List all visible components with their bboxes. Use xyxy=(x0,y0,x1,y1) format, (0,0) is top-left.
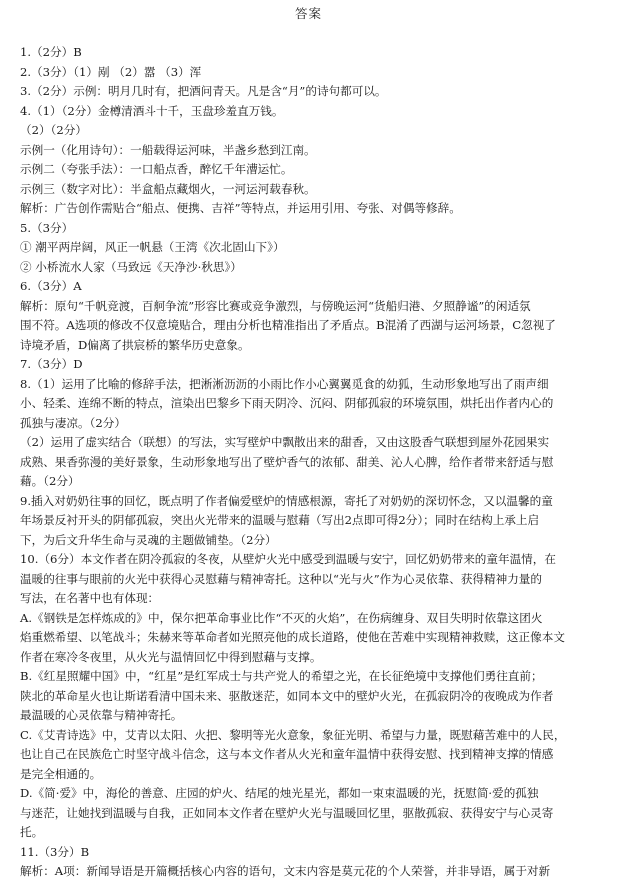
text-line: （2）运用了虚实结合（联想）的写法，实写壁炉中飘散出来的甜香，又由这股香气联想到屋外花园果实 xyxy=(20,435,550,449)
text-line: 小、轻柔、连绵不断的特点，渲染出巴黎乡下雨天阴冷、沉闷、阴郁孤寂的环境氛围，烘托出作者内心的 xyxy=(20,396,554,410)
text-line: 6.（3分）A xyxy=(20,279,82,293)
text-line: 围不符。A选项的修改不仅意境贴合，理由分析也精准指出了矛盾点。B混淆了西湖与运河场景，C忽视了 xyxy=(20,318,556,332)
text-line: （2）（2分） xyxy=(20,123,87,137)
text-line: 示例三（数字对比）：半盒船点藏烟火，一河运河载春秋。 xyxy=(20,181,316,196)
text-line: 5.（3分） xyxy=(20,220,74,235)
text-line: 最温暖的心灵依靠与精神寄托。 xyxy=(20,708,183,722)
text-line: 下，为后文升华生命与灵魂的主题做铺垫。（2分） xyxy=(20,532,277,547)
text-line: 7.（3分）D xyxy=(20,357,83,371)
text-line: 4.（1）（2分）金樽清酒斗十千，玉盘珍羞直万钱。 xyxy=(20,103,284,118)
text-line: 陕北的革命星火也让斯诺看清中国未来、驱散迷茫，如同本文中的壁炉火光，在孤寂阴冷的夜晚成为作者 xyxy=(20,688,554,703)
text-line: 解析：原句“千帆竞渡，百舸争流”形容比赛或竞争激烈，与傍晚运河“货船归港、夕照静谧”的闲适氛 xyxy=(20,298,531,313)
text-line: C.《艾青诗选》中，艾青以太阳、火把、黎明等光火意象，象征光明、希望与力量，既慰藉苦难中的人民， xyxy=(20,727,566,742)
text-line: 解析：广告创作需贴合“船点、便携、吉祥”等特点，并运用引用、夸张、对偶等修辞。 xyxy=(20,201,461,215)
text-line: 托。 xyxy=(20,825,44,839)
text-line: 成熟、果香弥漫的美好景象，生动形象地写出了壁炉香气的浓郁、甜美、沁人心脾，给作者带来舒适与慰 xyxy=(20,454,554,469)
text-line: 与迷茫，让她找到温暖与自我，正如同本文作者在壁炉火光与温暖回忆里，驱散孤寂、获得安宁与心灵寄 xyxy=(20,805,554,820)
text-line: 8.（1）运用了比喻的修辞手法，把淅淅沥沥的小雨比作小心翼翼觅食的幼狐，生动形象地写出了雨声细 xyxy=(20,376,549,391)
text-line: ② 小桥流水人家（马致远《天净沙·秋思》） xyxy=(20,259,242,274)
text-line: 10.（6分）本文作者在阴冷孤寂的冬夜，从壁炉火光中感受到温暖与安宁，回忆奶奶带来的童年温情，在 xyxy=(20,552,556,566)
text-line: 2.（3分）（1）剐 （2）嚣 （3）浑 xyxy=(20,64,202,79)
text-line: 解析：A项：新闻导语是开篇概括核心内容的语句，文末内容是莫元花的个人荣誉，并非导语，属于对新 xyxy=(20,864,551,878)
text-line: 孤独与凄凉。（2分） xyxy=(20,415,126,430)
text-line: 1.（2分）B xyxy=(20,45,82,59)
text-line: 是完全相通的。 xyxy=(20,766,102,781)
text-line: 也让自己在民族危亡时坚守战斗信念，这与本文作者从火光和童年温情中获得安慰、找到精神支撑的情感 xyxy=(20,747,554,761)
text-line: 年场景反衬开头的阴郁孤寂，突出火光带来的温暖与慰藉（写出2点即可得2分）；同时在结构上承上启 xyxy=(20,513,540,527)
text-line: 9.插入对奶奶往事的回忆，既点明了作者偏爱壁炉的情感根源，寄托了对奶奶的深切怀念，又以温馨的童 xyxy=(20,493,553,508)
text-line: 温暖的往事与眼前的火光中获得心灵慰藉与精神寄托。这种以“光与火”作为心灵依靠、获得精神力量的 xyxy=(20,571,542,586)
text-line: 写法，在名著中也有体现： xyxy=(20,591,160,605)
text-line: B.《红星照耀中国》中，“红星”是红军成士与共产党人的希望之光，在长征绝境中支撑他们勇往直前； xyxy=(20,669,543,683)
text-line: 焰重燃希望、以笔战斗；朱赫来等革命者如光照亮他的成长道路，使他在苦难中实现精神救赎，这正像本文 xyxy=(20,630,565,644)
text-line: D.《简·爱》中，海伦的善意、庄园的炉火、结尾的烛光星光，都如一束束温暖的光，抚慰简·爱的孤独 xyxy=(20,786,539,800)
text-line: A.《钢铁是怎样炼成的》中，保尔把革命事业比作“不灭的火焰”，在伤病缠身、双目失明时依靠这团火 xyxy=(20,610,543,625)
text-line: 作者在寒冷冬夜里，从火光与温情回忆中得到慰藉与支撑。 xyxy=(20,649,322,664)
text-line: 示例一（化用诗句）：一船载得运河味，半盏乡愁到江南。 xyxy=(20,142,316,157)
page-title: 答案 xyxy=(294,6,322,21)
text-line: ① 潮平两岸阔，风正一帆悬（王湾《次北固山下》） xyxy=(20,240,285,254)
text-line: 示例二（夸张手法）：一口船点香，醉忆千年漕运忙。 xyxy=(20,162,293,176)
text-line: 11.（3分）B xyxy=(20,844,90,859)
text-line: 诗境矛盾，D偏离了拱宸桥的繁华历史意象。 xyxy=(20,337,250,352)
text-line: 藉。（2分） xyxy=(20,474,80,488)
text-line: 3.（2分）示例：明月几时有，把酒问青天。凡是含“月”的诗句都可以。 xyxy=(20,84,387,98)
answer-content xyxy=(20,43,606,882)
